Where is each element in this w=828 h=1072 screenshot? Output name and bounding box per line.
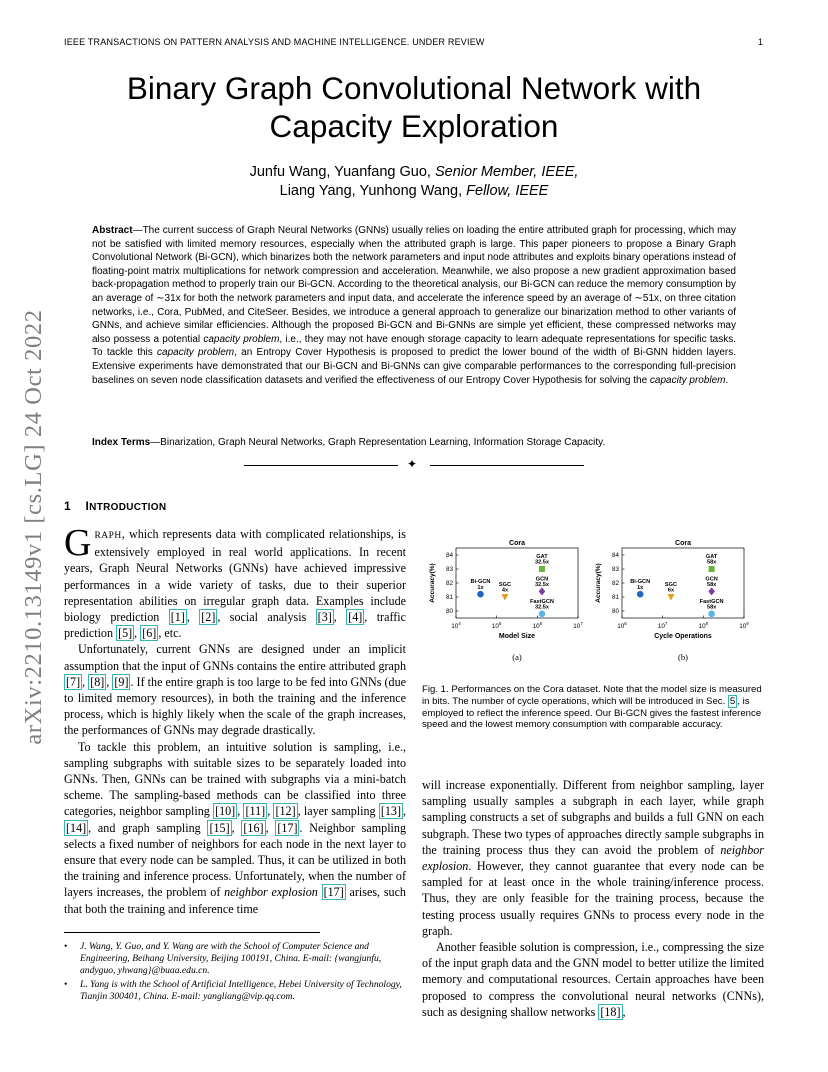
y-tick-label: 80 <box>611 608 619 616</box>
point-ratio-label: 58x <box>706 582 717 589</box>
citation-link[interactable]: [3] <box>317 610 332 625</box>
footnote-rule <box>64 932 320 933</box>
citation-link[interactable]: [13] <box>380 804 401 819</box>
index-terms <box>92 436 736 449</box>
point-ratio-label: 58x <box>706 604 717 611</box>
section-title-rest: NTRODUCTION <box>89 502 167 513</box>
running-header: IEEE TRANSACTIONS ON PATTERN ANALYSIS AND MACHINE INTELLIGENCE. UNDER REVIEW <box>64 37 485 47</box>
abstract <box>92 224 736 387</box>
title-line-2: Capacity Exploration <box>269 108 559 144</box>
citation-link[interactable]: [17] <box>277 820 298 835</box>
point-label: FastGCN <box>699 598 724 605</box>
section-heading <box>64 499 166 513</box>
point-ratio-label: 32.5x <box>534 604 549 611</box>
author-names-1: Junfu Wang, Yuanfang Guo, <box>249 164 431 180</box>
paragraph-text: , layer sampling <box>297 804 379 819</box>
x-tick-label: $10^4$ <box>451 621 461 630</box>
data-point <box>539 587 546 595</box>
data-point <box>539 611 546 618</box>
citation-link[interactable]: [4] <box>348 610 363 625</box>
paragraph-text: , traffic prediction <box>64 610 407 641</box>
point-label: Bi-GCN <box>630 579 651 586</box>
point-label: Bi-GCN <box>470 579 491 586</box>
footnote: • J. Wang, Y. Guo, and Y. Wang are with the School of Computer Science and Engineering, Beihang University, Beijing 100191, China. E-mail: {wangjunfu, andyguo, yhwang}@buaa.edu.cn. <box>64 941 406 977</box>
y-axis-label: Accuracy(%) <box>429 563 436 603</box>
data-point <box>667 594 674 601</box>
subfigure-label: (a) <box>512 652 522 662</box>
abstract-emphasis: capacity problem <box>203 333 280 345</box>
intro-paragraph-3: To tackle this problem, an intuitive solution is sampling, i.e., sampling subgraphs with suitable sizes to be separately loaded into GNNs. Then, GNNs can be trained with subgraphs via a mini-batch scheme. The sampling-based methods can be classified into three categories, neighbor sampling [10] , [11] , [12] , layer sampling [13] , [14] , and graph sampling [15] , [16] , [17] . Neighbor sampling selects a fixed number of neighbors for each node in the next layer to ensure that every node can be sampled. Thus, it can be utilized in both the training and inference process. Unfortunately, when the number of layers increases, the problem of neighbor explosion [17] arises, such that both the training and inference time <box>64 739 407 916</box>
chart-panel <box>595 540 749 662</box>
intro-paragraph-5 <box>422 939 764 1020</box>
data-point <box>539 566 545 572</box>
figure-caption <box>422 684 766 731</box>
point-label: GAT <box>536 554 548 560</box>
left-column <box>64 522 407 917</box>
paragraph-text: , <box>622 1004 626 1019</box>
footnotes <box>64 941 406 1005</box>
y-tick-label: 81 <box>611 594 619 602</box>
y-tick-label: 82 <box>611 580 619 588</box>
figure-1 <box>422 532 768 678</box>
page-number: 1 <box>758 37 764 47</box>
y-tick-label: 81 <box>445 594 453 602</box>
y-axis-label: Accuracy(%) <box>595 563 602 603</box>
abstract-emphasis: capacity problem <box>649 374 726 386</box>
paper-title <box>60 69 768 145</box>
abstract-text: , an Entropy Cover Hypothesis is proposed to predict the lower bound of the width of Bi-GNN hidden layers. Extensive experiments have demonstrated that our Bi-GCN and Bi-GNNs can give comparable performances to the corresponding full-precision baselines on seven node classification datasets and verified the effectiveness of our Entropy Cover Hypothesis for solving the <box>92 347 737 386</box>
divider-star-icon: ✦ <box>407 457 418 471</box>
y-tick-label: 83 <box>445 566 453 574</box>
divider-line <box>430 465 584 466</box>
citation-link[interactable]: [2] <box>201 610 216 625</box>
citation-link[interactable]: [6] <box>142 626 157 641</box>
section-number: 1 <box>64 499 71 513</box>
right-column <box>422 777 764 1020</box>
paragraph-text: , etc. <box>158 626 182 641</box>
author-role-2: Fellow, IEEE <box>466 183 549 199</box>
subfigure-label: (b) <box>678 652 688 662</box>
data-point <box>708 611 715 618</box>
divider-line <box>244 465 398 466</box>
citation-link[interactable]: [5] <box>118 626 133 641</box>
point-ratio-label: 32.5x <box>534 582 549 589</box>
citation-link[interactable]: [14] <box>66 820 87 835</box>
data-point <box>501 594 508 601</box>
citation-link[interactable]: [17] <box>323 885 344 900</box>
point-ratio-label: 4x <box>501 587 509 594</box>
caption-text: Fig. 1. Performances on the Cora dataset. Note that the model size is measured in bits. The number of cycle operations, which will be introduced in Sec. <box>422 684 762 707</box>
drop-cap: G <box>64 522 92 564</box>
x-tick-label: $10^8$ <box>698 621 709 630</box>
point-label: FastGCN <box>529 598 554 605</box>
citation-link[interactable]: [18] <box>600 1004 621 1019</box>
point-ratio-label: 1x <box>477 584 484 591</box>
x-tick-label: $10^7$ <box>573 621 583 630</box>
x-tick-label: $10^9$ <box>739 621 749 630</box>
footnote: • L. Yang is with the School of Artificial Intelligence, Hebei University of Technology, Tianjin 300401, China. E-mail: yangliang@vip.qq.com. <box>64 979 406 1003</box>
author-role-1: Senior Member, IEEE, <box>434 164 579 180</box>
paragraph-text: , social analysis <box>217 610 316 625</box>
data-point <box>709 566 715 572</box>
author-names-2: Liang Yang, Yunhong Wang, <box>279 183 463 199</box>
paragraph-text: will increase exponentially. Different from neighbor sampling, layer sampling usually samples a subgraph in each layer, while graph sampling constructs a set of subgraphs and builds a full GNN on each subgraph. These two types of approaches directly sample subgraphs in the training process thus they can avoid the problem of <box>422 778 764 857</box>
data-point <box>477 591 484 598</box>
citation-link[interactable]: [12] <box>275 804 296 819</box>
intro-paragraph-2: Unfortunately, current GNNs are designed under an implicit assumption that the input of GNNs contains the entire attributed graph [7] , [8] , [9] . If the entire graph is too large to be fed into GNNs (due to limited memory resources), in both the training and the inference process, which is highly likely when the scale of the graph increases, the performances of GNNs may degrade drastically. <box>64 642 407 738</box>
paragraph-text: Unfortunately, current GNNs are designed under an implicit assumption that the input of GNNs contains the entire attributed graph <box>64 642 406 673</box>
point-label: SGC <box>664 582 678 588</box>
point-ratio-label: 32.5x <box>534 559 549 566</box>
paragraph-emphasis: neighbor explosion <box>224 885 318 900</box>
index-terms-label: Index Terms <box>92 437 151 448</box>
y-tick-label: 84 <box>445 552 453 560</box>
citation-link[interactable]: [9] <box>114 674 129 689</box>
citation-link[interactable]: [16] <box>243 820 264 835</box>
abstract-text: , i.e., they may not have enough storage capacity to learn adequate representations for specific tasks. To tackle this <box>92 333 737 359</box>
citation-link[interactable]: [15] <box>209 820 230 835</box>
author-line-1 <box>64 163 764 182</box>
y-tick-label: 80 <box>445 608 453 616</box>
section-ref-link[interactable]: 5 <box>729 695 736 707</box>
author-list <box>64 163 764 201</box>
abstract-label: Abstract <box>92 225 133 236</box>
y-tick-label: 83 <box>611 566 619 574</box>
paragraph-text: . If the entire graph is too large to be fed into GNNs (due to limited memory resources), in both the training and the inference process, which is highly likely when the scale of the graph increases, the performances of GNNs may degrade drastically. <box>64 674 407 738</box>
paragraph-text: To tackle this problem, an intuitive solution is sampling, i.e., sampling subgraphs with suitable sizes to be separately loaded into GNNs. Then, GNNs can be trained with subgraphs via a mini-batch scheme. The sampling-based methods can be classified into three categories, neighbor sampling <box>64 739 406 819</box>
citation-link[interactable]: [7] <box>66 674 81 689</box>
point-ratio-label: 1x <box>637 584 644 591</box>
caption-text: , is employed to reflect the inference speed. Our Bi-GCN gives the fastest inference speed and the lowest memory consumption with comparable accuracy. <box>422 695 762 731</box>
abstract-emphasis: capacity problem <box>157 347 235 359</box>
section-title-initial: I <box>85 499 90 513</box>
point-label: GCN <box>705 576 718 583</box>
point-label: GAT <box>705 554 718 560</box>
abstract-text: —The current success of Graph Neural Networks (GNNs) usually relies on loading the entire attributed graph for processing, which may not be satisfied with limited memory resources, especially when the attributed graph is large. This paper pioneers to propose a Binary Graph Convolutional Network (Bi-GCN), which binarizes both the network parameters and input node attributes and exploits binary operations instead of floating-point matrix multiplications for network compression and acceleration. Meanwhile, we also propose a new gradient approximation based back-propagation method to properly train our Bi-GCN. According to the theoretical analysis, our Bi-GCN can reduce the memory consumption by an average of ∼31x for both the network parameters and input data, and accelerate the inference speed by an average of ∼51x, on three citation networks, i.e., Cora, PubMed, and CiteSeer. Besides, we introduce a general approach to generalize our binarization method to other variants of GNNs, and achieve similar efficiencies. Although the proposed Bi-GCN and Bi-GNNs are simple yet efficient, these compressed networks may also possess a potential <box>92 225 736 345</box>
intro-paragraph-1: GRAPH, which represents data with complicated relationships, is extensively employed in real world applications. In recent years, Graph Neural Networks (GNNs) have achieved impressive performances in a wide variety of tasks, due to their superior representation abilities on irregular graph data. Examples include biology prediction [1] , [2] , social analysis [3] , [4] , traffic prediction [5] , [6] , etc. <box>64 522 407 641</box>
chart-title: Cora <box>675 540 691 547</box>
paragraph-text: . However, they cannot guarantee that every node can be sampled for at least once in the whole training/inference process. Thus, they are only feasible for the training process, because the testing process usually requires GNNs to process every node in the graph. <box>422 859 764 938</box>
paragraph-text: . Neighbor sampling selects a fixed number of neighbors for each node in the next layer to ensure that every node can be sampled. Thus, it can be utilized in both the training and inference process. Unfortunately, when the number of layers increases, the problem of <box>64 820 407 900</box>
chart-panel <box>429 540 583 662</box>
paragraph-text: , and graph sampling <box>88 820 208 835</box>
x-tick-label: $10^6$ <box>532 621 543 630</box>
x-axis-label: Cycle Operations <box>654 633 712 640</box>
x-tick-label: $10^6$ <box>617 621 627 630</box>
point-ratio-label: 6x <box>667 587 675 594</box>
chart-title: Cora <box>509 540 525 547</box>
index-terms-text: —Binarization, Graph Neural Networks, Graph Representation Learning, Information Storage Capacity. <box>150 437 606 448</box>
paragraph-text: arises, such that both the training and inference time <box>64 885 406 916</box>
y-tick-label: 84 <box>611 552 619 560</box>
data-point <box>708 587 715 595</box>
intro-paragraph-4 <box>422 777 764 939</box>
paragraph-text: Another feasible solution is compression, i.e., compressing the size of the input graph data and the GNN model to better utilize the limited memory and computational resources. Certain approaches have been proposed to compress the convolutional neural networks (CNNs), such as designing shallow networks <box>422 940 764 1019</box>
x-tick-label: $10^7$ <box>657 621 668 630</box>
smallcaps-word: RAPH <box>94 531 122 541</box>
point-label: SGC <box>498 582 512 588</box>
y-tick-label: 82 <box>445 580 453 588</box>
abstract-text: . <box>725 374 729 386</box>
citation-link[interactable]: [1] <box>170 610 185 625</box>
title-line-1: Binary Graph Convolutional Network with <box>126 70 702 106</box>
author-line-2 <box>64 182 764 201</box>
paragraph-emphasis: neighbor explosion <box>422 842 764 874</box>
point-label: GCN <box>535 576 549 583</box>
x-axis-label: Model Size <box>498 633 536 640</box>
arxiv-stamp: arXiv:2210.13149v1 [cs.LG] 24 Oct 2022 <box>20 309 47 745</box>
data-point <box>637 591 644 598</box>
paragraph-text: , which represents data with complicated relationships, is extensively employed in real world applications. In recent years, Graph Neural Networks (GNNs) have achieved impressive performances in a wide variety of tasks, due to their superior representation abilities on irregular graph data. Examples include biology prediction <box>64 527 406 625</box>
citation-link[interactable]: [8] <box>90 674 105 689</box>
citation-link[interactable]: [10] <box>215 804 236 819</box>
point-ratio-label: 58x <box>706 559 717 566</box>
x-tick-label: $10^5$ <box>491 621 502 630</box>
citation-link[interactable]: [11] <box>245 804 266 819</box>
